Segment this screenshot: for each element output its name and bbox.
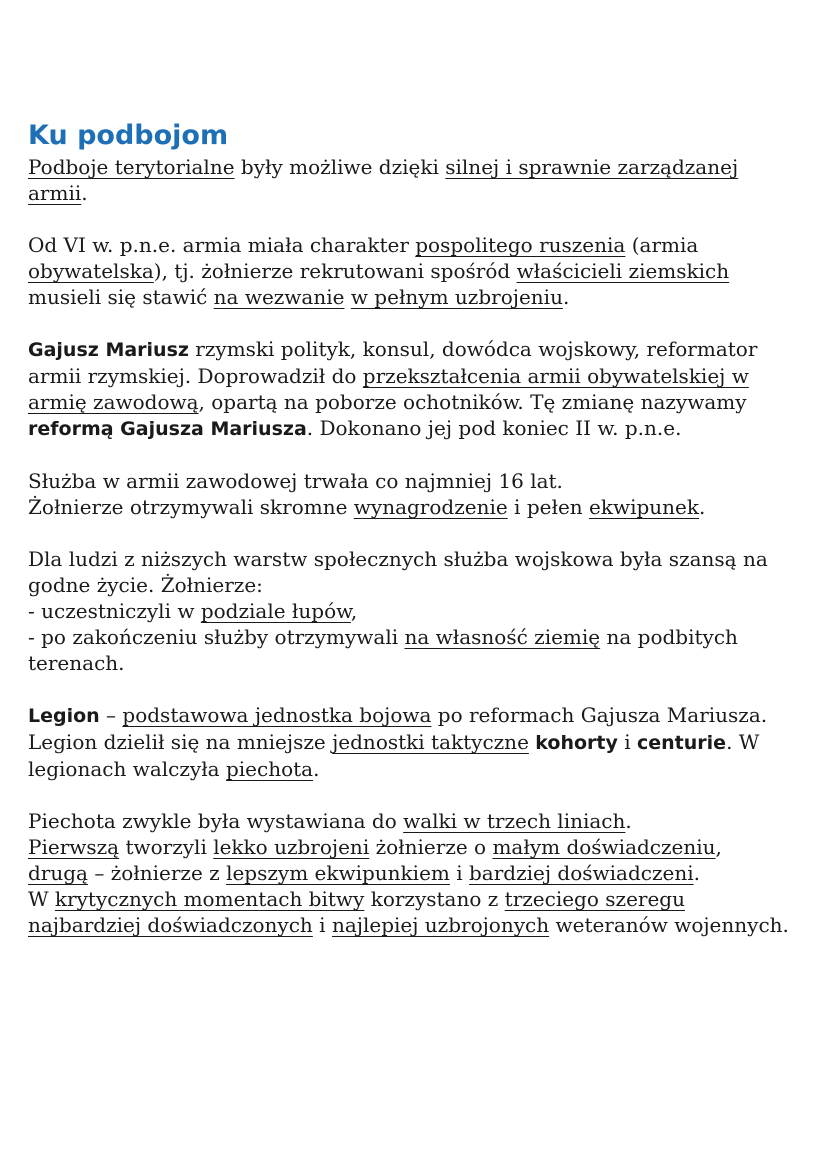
underlined-term: obywatelska — [28, 259, 154, 283]
paragraph-marius — [28, 336, 803, 442]
paragraph-service — [28, 468, 803, 520]
underlined-term: wynagrodzenie — [353, 495, 508, 519]
text: Od VI w. p.n.e. armia miała charakter — [28, 233, 416, 257]
text: tworzyli — [119, 835, 214, 859]
text: . — [313, 757, 320, 781]
underlined-term: podziale łupów — [200, 599, 351, 623]
text: . W legionach walczyła — [28, 730, 760, 781]
page-title: Ku podbojom — [28, 120, 229, 151]
underlined-term: krytycznych momentach bitwy — [54, 887, 365, 911]
underlined-term: najlepiej uzbrojonych — [331, 913, 550, 937]
text: . — [625, 809, 632, 833]
underlined-term: drugą — [28, 861, 88, 885]
underlined-term: przekształcenia armii obywatelskiej w armię zawodową — [28, 364, 749, 414]
underlined-term: małym doświadczeniu — [492, 835, 716, 859]
text: , — [350, 599, 358, 623]
text: – — [99, 703, 123, 727]
paragraph-infantry — [28, 808, 803, 938]
list-item: - po zakończeniu służby otrzymywali — [28, 625, 405, 649]
underlined-term: w pełnym uzbrojeniu — [350, 285, 563, 309]
underlined-term: lekko uzbrojeni — [213, 835, 370, 859]
underlined-term: najbardziej doświadczonych — [28, 913, 313, 937]
paragraph-citizen-army — [28, 232, 803, 310]
text: . — [562, 285, 570, 309]
text: W — [28, 887, 55, 911]
underlined-term: trzeciego szeregu — [504, 887, 685, 911]
text: i — [449, 861, 469, 885]
underlined-term: na własność ziemię — [404, 625, 601, 649]
text: (armia — [625, 233, 699, 257]
text: Żołnierze otrzymywali skromne — [28, 495, 354, 519]
text: ), tj. żołnierze rekrutowani spośród — [153, 259, 517, 283]
text: korzystano z — [364, 887, 505, 911]
paragraph-legion — [28, 702, 803, 782]
text: po reformach Gajusza Mariusza. Legion dzielił się na mniejsze — [28, 703, 768, 754]
text: na podbitych terenach. — [28, 625, 738, 675]
underlined-term: Podboje terytorialne — [28, 155, 235, 179]
text: i pełen — [507, 495, 590, 519]
bold-term: centurie — [637, 732, 727, 754]
text: żołnierze o — [369, 835, 493, 859]
paragraph-benefits — [28, 546, 803, 676]
underlined-term: lepszym ekwipunkiem — [226, 861, 450, 885]
underlined-term: ekwipunek — [589, 495, 700, 519]
text: i — [312, 913, 332, 937]
text: rzymski polityk, konsul, dowódca wojskowy, reformator armii rzymskiej. Doprowadził do — [28, 337, 758, 388]
document-page — [28, 118, 803, 964]
text: Piechota zwykle była wystawiana do — [28, 809, 404, 833]
underlined-term: właścicieli ziemskich — [516, 259, 730, 283]
text: Służba w armii zawodowej trwała co najmniej 16 lat. — [28, 469, 563, 493]
text: . Dokonano jej pod koniec II w. p.n.e. — [306, 416, 682, 440]
text: musieli się stawić — [28, 285, 214, 309]
text: . — [699, 495, 706, 519]
text: Dla ludzi z niższych warstw społecznych służba wojskowa była szansą na godne życie. Żołnierze: — [28, 547, 768, 597]
text: . — [693, 861, 700, 885]
text: , opartą na poborze ochotników. Tę zmianę nazywamy — [198, 390, 747, 414]
bold-term: reformą Gajusza Mariusza — [28, 418, 307, 440]
bold-term: kohorty — [535, 732, 618, 754]
underlined-term: na wezwanie — [213, 285, 345, 309]
underlined-term: jednostki taktyczne — [332, 730, 529, 754]
paragraph-conquests — [28, 154, 803, 206]
text: i — [617, 730, 637, 754]
text: – żołnierze z — [87, 861, 227, 885]
text: weteranów wojennych. — [549, 913, 789, 937]
text: , — [715, 835, 722, 859]
underlined-term: piechota — [225, 757, 314, 781]
underlined-term: walki w trzech liniach — [403, 809, 626, 833]
underlined-term: podstawowa jednostka bojowa — [122, 703, 432, 727]
bold-term: Gajusz Mariusz — [28, 339, 189, 361]
list-item: - uczestniczyli w — [28, 599, 201, 623]
text: . — [81, 181, 88, 205]
underlined-term: silnej i sprawnie zarządzanej armii — [28, 155, 739, 205]
text: były możliwe dzięki — [234, 155, 446, 179]
bold-term: Legion — [28, 705, 100, 727]
underlined-term: Pierwszą — [28, 835, 120, 859]
underlined-term: bardziej doświadczeni — [469, 861, 694, 885]
underlined-term: pospolitego ruszenia — [415, 233, 626, 257]
